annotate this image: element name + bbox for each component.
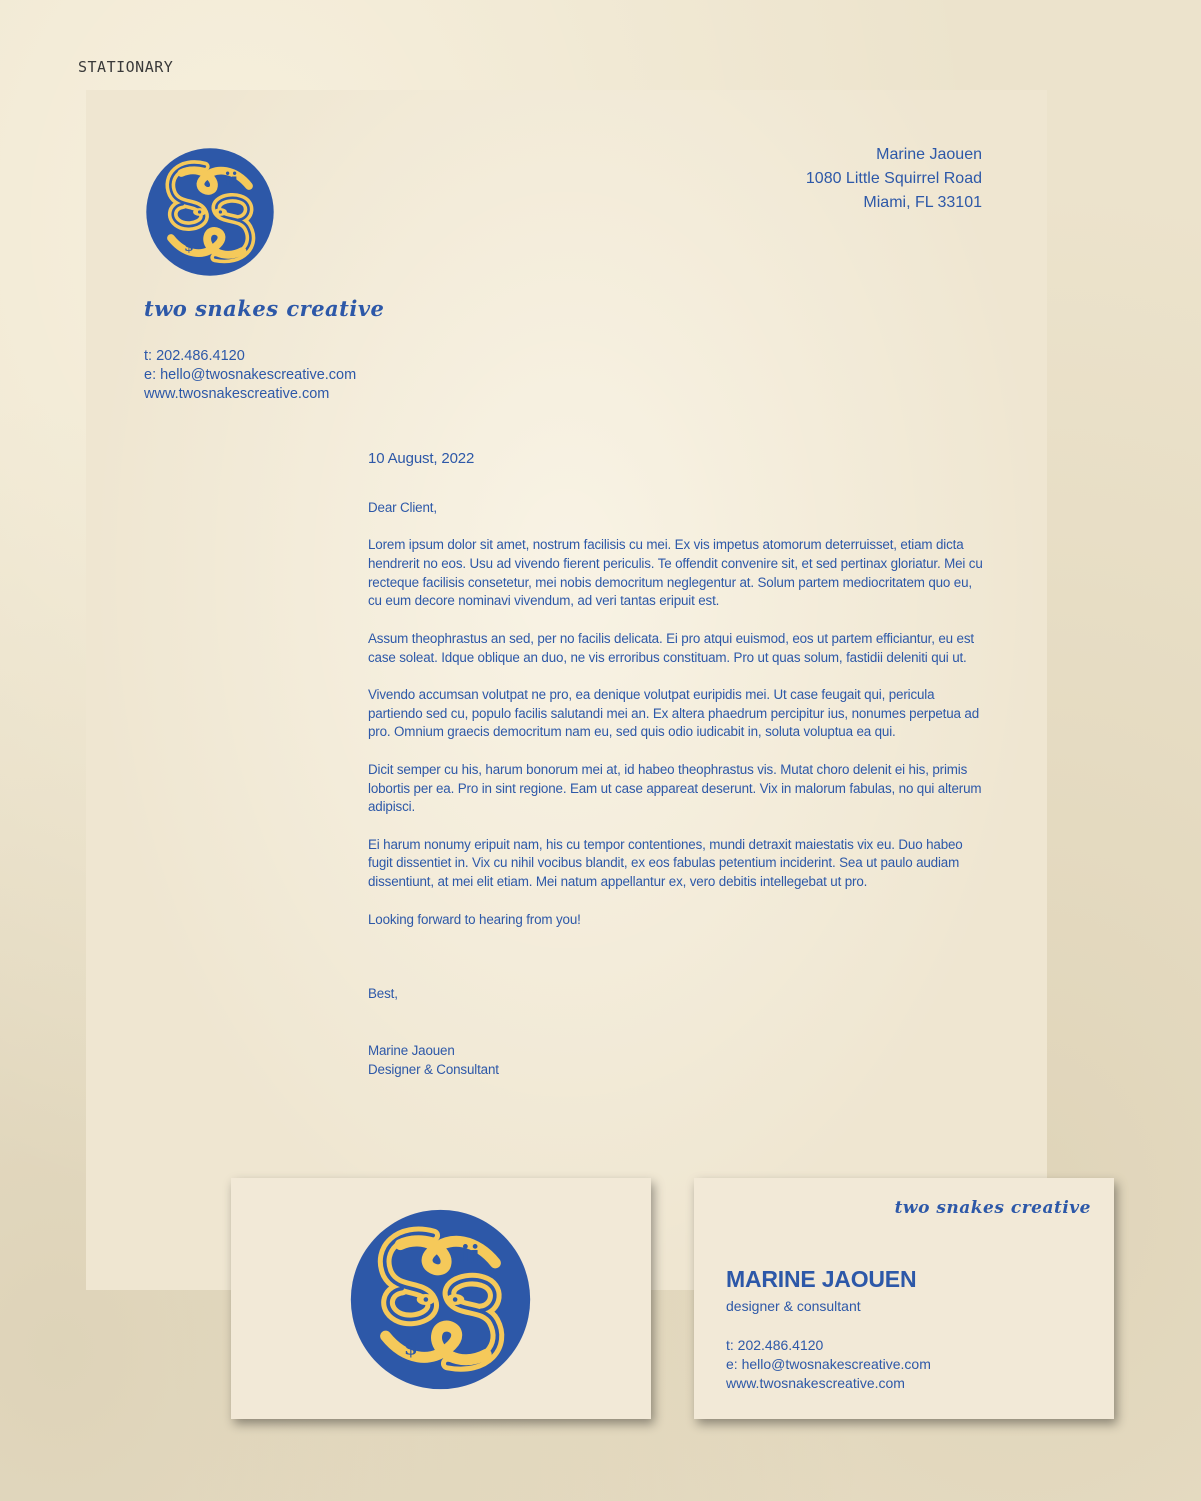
letterhead-page [86, 90, 1047, 1290]
letter-body [368, 450, 988, 1080]
card-email: e: hello@twosnakescreative.com [726, 1356, 931, 1372]
letter-paragraph: Vivendo accumsan volutpat ne pro, ea denique volutpat euripidis mei. Ut case feugait qui, pericula partiendo sed cu, populo facilis salutandi mei an. Ex altera phaedrum percipitur ius, nonumes perpetua ad pro. Omnium graecis democritum nam eu, sed quis odio iudicabit in, soluta voluptua ea qui. [368, 686, 980, 740]
sender-address [806, 143, 982, 215]
letterhead-contact [144, 347, 356, 404]
letter-closing: Looking forward to hearing from you! [368, 911, 581, 927]
brand-wordmark: two snakes creative [144, 296, 385, 321]
letter-paragraph: Assum theophrastus an sed, per no facilis delicata. Ei pro atqui euismod, eos ut partem efficiantur, eu est case soleat. Idque oblique an duo, ne vis erroribus constituam. Pro ut quas solum, fastidii deleniti qui ut. [368, 630, 974, 665]
card-contact [726, 1336, 931, 1393]
address-street: 1080 Little Squirrel Road [805, 170, 982, 187]
letter-paragraph: Ei harum nonumy eripuit nam, his cu tempor contentiones, mundi detraxit maiestatis vix eu. Duo habeo fugit dissentiet in. Vix cu nihil vocibus blandit, ex eos fabulas petentium inciderint. Sea ut paulo audiam dissentiunt, at mei elit etiam. Mei natum appellantur ex, vero debitis intellegebat ut pro. [368, 836, 963, 890]
logo-letters-bottom: $ [403, 1335, 418, 1360]
logo-letters-bottom: $ [184, 239, 194, 255]
signature-name: Marine Jaouen [368, 1043, 455, 1059]
letter-salutation: Dear Client, [368, 499, 437, 515]
signature-title: Designer & Consultant [368, 1061, 499, 1077]
logo-letters-top: ii [224, 170, 239, 191]
letter-signoff: Best, [368, 986, 398, 1002]
card-website: www.twosnakescreative.com [726, 1375, 905, 1391]
two-snakes-logo-icon [349, 1208, 532, 1391]
contact-phone: t: 202.486.4120 [144, 348, 245, 364]
letter-date: 10 August, 2022 [368, 450, 475, 467]
business-card-front [231, 1178, 651, 1419]
card-phone: t: 202.486.4120 [726, 1337, 824, 1353]
logo-letters-top: ii [460, 1239, 481, 1270]
card-name: MARINE JAOUEN [726, 1266, 917, 1292]
section-label: STATIONARY [78, 58, 174, 76]
business-card-back [694, 1178, 1114, 1419]
two-snakes-logo-icon [145, 147, 275, 277]
address-city: Miami, FL 33101 [863, 194, 982, 211]
card-brand-wordmark: two snakes creative [894, 1198, 1091, 1218]
contact-website: www.twosnakescreative.com [144, 386, 330, 402]
letter-paragraph: Dicit semper cu his, harum bonorum mei at, id habeo theophrastus vis. Mutat choro delenit ei his, primis lobortis per ea. Pro in sint regione. Eam ut case appareat deserunt. Vix in malorum fabulas, no qui alterum adipisci. [368, 761, 982, 815]
card-role: designer & consultant [726, 1298, 861, 1314]
contact-email: e: hello@twosnakescreative.com [144, 367, 357, 383]
address-name: Marine Jaouen [876, 146, 982, 163]
letter-paragraph: Lorem ipsum dolor sit amet, nostrum facilisis cu mei. Ex vis impetus atomorum deterruisset, etiam dicta hendrerit no eos. Usu ad vivendo fierent periculis. Te offendit convenire sit, et sed pertinax gloriatur. Mei cu recteque facilisis consetetur, mei nobis democritum neglegentur at. Solum partem mediocritatem quo eu, cu eum decore nominavi vivendum, ad veri tantas eripuit est. [368, 537, 983, 609]
